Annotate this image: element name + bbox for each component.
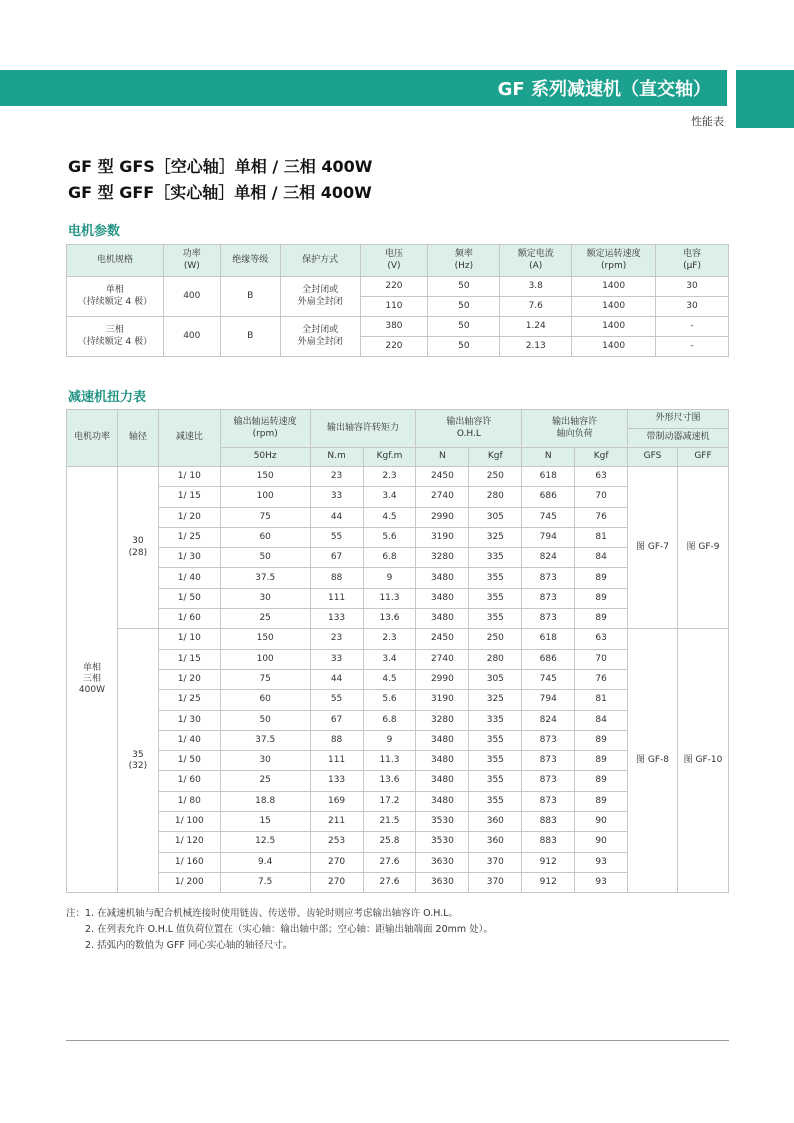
gear-torque-nm-cell: 169 [310,791,363,811]
gfs-figure-cell: 图 GF-7 [628,467,678,629]
gear-axial-kgf-cell: 89 [575,791,628,811]
gear-ohl-n-cell: 2740 [416,649,469,669]
gear-axial-n-cell: 873 [522,751,575,771]
gear-axial-kgf-cell: 81 [575,690,628,710]
gear-ohl-kgf-cell: 370 [469,872,522,892]
gear-torque-nm-cell: 55 [310,690,363,710]
gear-torque-nm-cell: 23 [310,467,363,487]
gear-ratio-cell: 1/ 40 [158,568,220,588]
gear-ohl-kgf-cell: 370 [469,852,522,872]
motor-insulation-cell: B [220,277,280,317]
motor-spec-cell: 三相 （持续额定 4 极） [67,317,164,357]
gear-speed-cell: 60 [220,690,310,710]
gear-speed-cell: 30 [220,751,310,771]
gear-ohl-kgf-cell: 355 [469,730,522,750]
gear-axial-n-cell: 794 [522,527,575,547]
motor-speed-cell: 1400 [572,297,656,317]
header-axial-n: N [522,448,575,467]
gear-torque-nm-cell: 111 [310,588,363,608]
header-brake: 带制动器减速机 [628,429,729,448]
header-ohl: 输出轴容许 O.H.L [416,410,522,448]
header-current: 额定电流 (A) [500,245,572,277]
motor-capacitance-cell: - [656,317,729,337]
motor-frequency-cell: 50 [428,277,500,297]
gear-torque-nm-cell: 33 [310,649,363,669]
motor-params-heading: 电机参数 [68,224,121,239]
gear-ratio-cell: 1/ 15 [158,649,220,669]
header-ratio: 减速比 [158,410,220,467]
gear-torque-kgfm-cell: 4.5 [363,669,416,689]
gear-row [67,629,729,649]
gear-axial-n-cell: 824 [522,710,575,730]
header-insulation: 绝缘等级 [220,245,280,277]
gear-axial-kgf-cell: 70 [575,649,628,669]
header-voltage: 电压 (V) [360,245,428,277]
gear-axial-kgf-cell: 90 [575,812,628,832]
header-shaft: 轴径 [117,410,158,467]
gfs-figure-cell: 图 GF-8 [628,629,678,893]
header-gfs: GFS [628,448,678,467]
motor-voltage-cell: 380 [360,317,428,337]
motor-current-cell: 3.8 [500,277,572,297]
gear-speed-cell: 100 [220,487,310,507]
gear-speed-cell: 150 [220,629,310,649]
gear-ratio-cell: 1/ 200 [158,872,220,892]
gff-figure-cell: 图 GF-10 [678,629,729,893]
shaft-diameter-cell: 30 (28) [117,467,158,629]
header-motor-power: 电机功率 [67,410,118,467]
gear-torque-nm-cell: 33 [310,487,363,507]
gear-speed-cell: 25 [220,771,310,791]
gear-ohl-n-cell: 2740 [416,487,469,507]
gear-ohl-n-cell: 3630 [416,852,469,872]
motor-table-body [67,277,729,357]
gear-torque-nm-cell: 67 [310,710,363,730]
gear-torque-kgfm-cell: 6.8 [363,710,416,730]
motor-capacitance-cell: 30 [656,277,729,297]
motor-spec-cell: 单相 （持续额定 4 极） [67,277,164,317]
gear-ratio-cell: 1/ 30 [158,548,220,568]
gear-torque-nm-cell: 55 [310,527,363,547]
gear-speed-cell: 50 [220,710,310,730]
gear-speed-cell: 9.4 [220,852,310,872]
gear-torque-kgfm-cell: 21.5 [363,812,416,832]
gear-axial-kgf-cell: 89 [575,588,628,608]
gear-speed-cell: 7.5 [220,872,310,892]
header-capacitance: 电容 (μF) [656,245,729,277]
motor-capacitance-cell: - [656,337,729,357]
gear-ohl-n-cell: 3480 [416,609,469,629]
gear-speed-cell: 25 [220,609,310,629]
banner-title: GF 系列减速机（直交轴） [497,79,711,100]
motor-frequency-cell: 50 [428,337,500,357]
motor-header-row [67,245,729,277]
header-torque: 输出轴容许转矩力 [310,410,416,448]
motor-frequency-cell: 50 [428,297,500,317]
gear-ohl-kgf-cell: 250 [469,467,522,487]
gear-torque-kgfm-cell: 27.6 [363,852,416,872]
header-ohl-kgf: Kgf [469,448,522,467]
gear-ohl-n-cell: 3480 [416,588,469,608]
gear-ohl-kgf-cell: 355 [469,771,522,791]
header-ohl-n: N [416,448,469,467]
motor-row [67,317,729,337]
footer-divider [66,1040,729,1041]
gear-ratio-cell: 1/ 20 [158,669,220,689]
motor-row [67,277,729,297]
header-axial: 输出轴容许 轴向负荷 [522,410,628,448]
motor-speed-cell: 1400 [572,277,656,297]
gear-ohl-n-cell: 3480 [416,791,469,811]
motor-current-cell: 2.13 [500,337,572,357]
gear-axial-n-cell: 794 [522,690,575,710]
gear-speed-cell: 37.5 [220,730,310,750]
footnotes [66,906,493,954]
gear-speed-cell: 30 [220,588,310,608]
gear-torque-kgfm-cell: 11.3 [363,751,416,771]
gear-speed-cell: 50 [220,548,310,568]
gear-ratio-cell: 1/ 160 [158,852,220,872]
gear-torque-kgfm-cell: 25.8 [363,832,416,852]
gear-ohl-n-cell: 3280 [416,710,469,730]
gear-axial-kgf-cell: 76 [575,507,628,527]
gear-axial-kgf-cell: 93 [575,872,628,892]
gear-axial-n-cell: 745 [522,669,575,689]
gear-torque-kgfm-cell: 5.6 [363,690,416,710]
gear-axial-n-cell: 873 [522,771,575,791]
header-gff: GFF [678,448,729,467]
page-title-line-1: GF 型 GFS［空心轴］单相 / 三相 400W [68,157,373,176]
gear-torque-nm-cell: 23 [310,629,363,649]
gear-torque-kgfm-cell: 11.3 [363,588,416,608]
gear-axial-kgf-cell: 63 [575,629,628,649]
gear-torque-nm-cell: 88 [310,568,363,588]
footnote-2: 2. 在列表允许 O.H.L 值负荷位置在（实心轴：输出轴中部；空心轴：距输出轴端面 20mm 处）。 [85,924,493,935]
gear-ohl-n-cell: 3530 [416,832,469,852]
gear-ohl-n-cell: 3480 [416,730,469,750]
gear-axial-kgf-cell: 93 [575,852,628,872]
header-banner [0,70,727,106]
gear-ratio-cell: 1/ 50 [158,751,220,771]
gear-ohl-kgf-cell: 355 [469,588,522,608]
gear-speed-cell: 37.5 [220,568,310,588]
gear-axial-kgf-cell: 89 [575,771,628,791]
gear-speed-cell: 12.5 [220,832,310,852]
gear-torque-kgfm-cell: 3.4 [363,649,416,669]
gear-ohl-kgf-cell: 280 [469,487,522,507]
gear-ratio-cell: 1/ 25 [158,690,220,710]
gear-torque-nm-cell: 270 [310,872,363,892]
gear-torque-nm-cell: 133 [310,771,363,791]
gear-speed-cell: 75 [220,669,310,689]
gear-axial-n-cell: 618 [522,467,575,487]
gear-torque-nm-cell: 44 [310,507,363,527]
gear-torque-kgfm-cell: 13.6 [363,609,416,629]
motor-capacitance-cell: 30 [656,297,729,317]
gear-ohl-kgf-cell: 355 [469,609,522,629]
gear-ohl-n-cell: 3480 [416,568,469,588]
header-subtag: 性能表 [691,115,724,128]
footnote-3: 2. 括弧内的数值为 GFF 同心实心轴的轴径尺寸。 [85,940,293,951]
header-frequency: 频率 (Hz) [428,245,500,277]
gear-axial-kgf-cell: 90 [575,832,628,852]
gear-axial-n-cell: 912 [522,872,575,892]
gear-ratio-cell: 1/ 10 [158,629,220,649]
header-spec: 电机规格 [67,245,164,277]
header-speed: 额定运转速度 (rpm) [572,245,656,277]
gear-torque-nm-cell: 111 [310,751,363,771]
motor-voltage-cell: 110 [360,297,428,317]
gear-axial-kgf-cell: 89 [575,751,628,771]
gear-speed-cell: 100 [220,649,310,669]
gear-ohl-kgf-cell: 305 [469,507,522,527]
motor-protection-cell: 全封闭或 外扇全封闭 [280,317,360,357]
gear-axial-n-cell: 686 [522,649,575,669]
gear-torque-nm-cell: 44 [310,669,363,689]
gear-axial-n-cell: 912 [522,852,575,872]
gear-ohl-kgf-cell: 335 [469,710,522,730]
gear-ohl-kgf-cell: 355 [469,751,522,771]
gear-torque-kgfm-cell: 2.3 [363,629,416,649]
gear-axial-n-cell: 873 [522,791,575,811]
header-out-speed: 输出轴运转速度 (rpm) [220,410,310,448]
gear-torque-kgfm-cell: 3.4 [363,487,416,507]
gear-ohl-n-cell: 3190 [416,527,469,547]
header-protection: 保护方式 [280,245,360,277]
gear-ohl-kgf-cell: 325 [469,690,522,710]
gear-torque-nm-cell: 211 [310,812,363,832]
gear-ohl-kgf-cell: 305 [469,669,522,689]
gear-axial-kgf-cell: 89 [575,568,628,588]
gear-torque-nm-cell: 270 [310,852,363,872]
gear-axial-n-cell: 873 [522,609,575,629]
gear-axial-n-cell: 883 [522,832,575,852]
gear-ohl-n-cell: 3630 [416,872,469,892]
gear-row [67,467,729,487]
gear-ohl-n-cell: 2450 [416,629,469,649]
gear-torque-nm-cell: 88 [310,730,363,750]
gear-torque-kgfm-cell: 9 [363,568,416,588]
gear-ratio-cell: 1/ 80 [158,791,220,811]
gear-torque-kgfm-cell: 5.6 [363,527,416,547]
gear-ratio-cell: 1/ 50 [158,588,220,608]
banner-accent-block [736,70,794,128]
gear-torque-kgfm-cell: 9 [363,730,416,750]
gear-ratio-cell: 1/ 100 [158,812,220,832]
gear-speed-cell: 18.8 [220,791,310,811]
gear-ohl-n-cell: 3530 [416,812,469,832]
motor-insulation-cell: B [220,317,280,357]
gear-speed-cell: 150 [220,467,310,487]
gear-ohl-kgf-cell: 250 [469,629,522,649]
gear-ratio-cell: 1/ 120 [158,832,220,852]
gear-axial-kgf-cell: 76 [575,669,628,689]
gear-header-row-1 [67,410,729,429]
header-nm: N.m [310,448,363,467]
gear-speed-cell: 75 [220,507,310,527]
motor-params-table [66,244,729,357]
gear-ohl-kgf-cell: 355 [469,568,522,588]
gear-ohl-kgf-cell: 280 [469,649,522,669]
gear-torque-kgfm-cell: 13.6 [363,771,416,791]
gear-ohl-n-cell: 2990 [416,507,469,527]
gear-ohl-kgf-cell: 355 [469,791,522,811]
gear-torque-kgfm-cell: 2.3 [363,467,416,487]
motor-speed-cell: 1400 [572,337,656,357]
gear-axial-n-cell: 686 [522,487,575,507]
gear-axial-n-cell: 618 [522,629,575,649]
gear-axial-kgf-cell: 84 [575,710,628,730]
gear-ohl-kgf-cell: 360 [469,812,522,832]
gear-axial-kgf-cell: 89 [575,730,628,750]
header-hz: 50Hz [220,448,310,467]
gear-ratio-cell: 1/ 30 [158,710,220,730]
footnote-1: 注：1. 在减速机轴与配合机械连接时使用链齿、传送带、齿轮时则应考虑输出轴容许 O.H.L。 [66,908,459,919]
gear-axial-kgf-cell: 89 [575,609,628,629]
gear-ohl-n-cell: 2990 [416,669,469,689]
motor-speed-cell: 1400 [572,317,656,337]
motor-frequency-cell: 50 [428,317,500,337]
motor-power-cell: 400 [163,277,220,317]
gear-torque-heading: 减速机扭力表 [68,390,147,405]
gear-torque-nm-cell: 253 [310,832,363,852]
gear-axial-n-cell: 824 [522,548,575,568]
gear-torque-kgfm-cell: 4.5 [363,507,416,527]
motor-protection-cell: 全封闭或 外扇全封闭 [280,277,360,317]
motor-voltage-cell: 220 [360,337,428,357]
header-dims: 外形尺寸图 [628,410,729,429]
gear-speed-cell: 60 [220,527,310,547]
gear-torque-kgfm-cell: 17.2 [363,791,416,811]
gear-torque-kgfm-cell: 6.8 [363,548,416,568]
gear-ohl-kgf-cell: 335 [469,548,522,568]
gear-table-body [67,467,729,893]
gear-axial-kgf-cell: 81 [575,527,628,547]
shaft-diameter-cell: 35 (32) [117,629,158,893]
motor-power-cell: 单相 三相 400W [67,467,118,893]
gear-ratio-cell: 1/ 60 [158,609,220,629]
gear-ohl-kgf-cell: 360 [469,832,522,852]
gear-ratio-cell: 1/ 40 [158,730,220,750]
gear-axial-kgf-cell: 84 [575,548,628,568]
gear-axial-kgf-cell: 70 [575,487,628,507]
gff-figure-cell: 图 GF-9 [678,467,729,629]
gear-ratio-cell: 1/ 25 [158,527,220,547]
motor-voltage-cell: 220 [360,277,428,297]
gear-torque-kgfm-cell: 27.6 [363,872,416,892]
gear-ratio-cell: 1/ 15 [158,487,220,507]
gear-torque-nm-cell: 133 [310,609,363,629]
motor-current-cell: 7.6 [500,297,572,317]
gear-ohl-kgf-cell: 325 [469,527,522,547]
motor-current-cell: 1.24 [500,317,572,337]
gear-torque-nm-cell: 67 [310,548,363,568]
gear-ohl-n-cell: 3280 [416,548,469,568]
gear-axial-n-cell: 873 [522,568,575,588]
page-title-line-2: GF 型 GFF［实心轴］单相 / 三相 400W [68,183,372,202]
gear-ratio-cell: 1/ 60 [158,771,220,791]
header-power: 功率 (W) [163,245,220,277]
gear-ratio-cell: 1/ 20 [158,507,220,527]
gear-ohl-n-cell: 2450 [416,467,469,487]
gear-axial-n-cell: 745 [522,507,575,527]
gear-axial-kgf-cell: 63 [575,467,628,487]
header-axial-kgf: Kgf [575,448,628,467]
gear-ohl-n-cell: 3480 [416,751,469,771]
gear-axial-n-cell: 883 [522,812,575,832]
motor-power-cell: 400 [163,317,220,357]
gear-speed-cell: 15 [220,812,310,832]
gear-ratio-cell: 1/ 10 [158,467,220,487]
gear-torque-table [66,409,729,893]
gear-ohl-n-cell: 3480 [416,771,469,791]
gear-axial-n-cell: 873 [522,588,575,608]
gear-ohl-n-cell: 3190 [416,690,469,710]
gear-axial-n-cell: 873 [522,730,575,750]
header-kgfm: Kgf.m [363,448,416,467]
